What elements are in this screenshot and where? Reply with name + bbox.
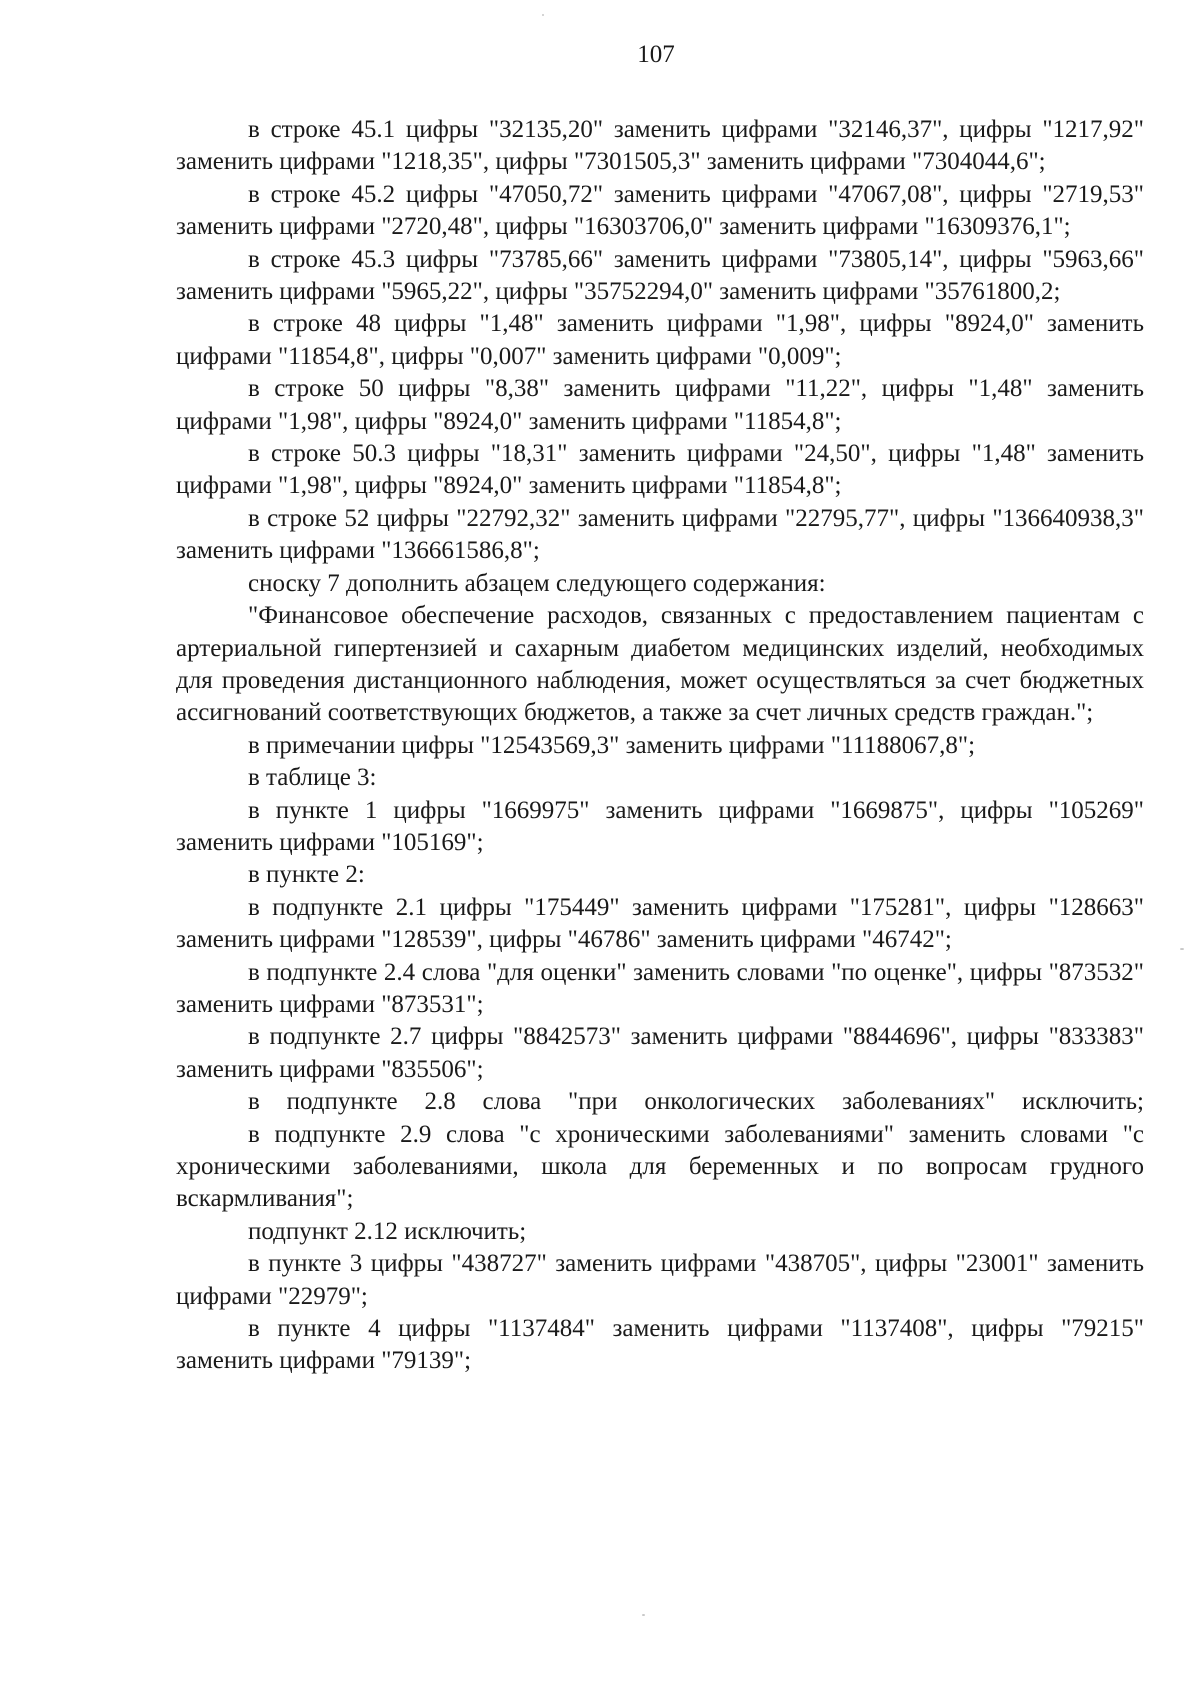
paragraph-subitem-2-7: в подпункте 2.7 цифры "8842573" заменить цифрами "8844696", цифры "833383" заменить цифрами "835506"; <box>176 1023 1144 1083</box>
paragraph-row-50-3: в строке 50.3 цифры "18,31" заменить цифрами "24,50", цифры "1,48" заменить цифрами "1,98", цифры "8924,0" заменить цифрами "11854,8"; <box>176 440 1144 500</box>
scan-speck <box>542 14 544 16</box>
paragraph-subitem-2-4: в подпункте 2.4 слова "для оценки" заменить словами "по оценке", цифры "873532" заменить цифрами "873531"; <box>176 958 1144 1018</box>
paragraph-subitem-2-1: в подпункте 2.1 цифры "175449" заменить цифрами "175281", цифры "128663" заменить цифрами "128539", цифры "46786" заменить цифрами "46742"; <box>176 893 1144 954</box>
paragraph-subitem-2-12: подпункт 2.12 исключить; <box>248 1217 527 1245</box>
paragraph-footnote-7: сноску 7 дополнить абзацем следующего содержания: <box>248 569 826 597</box>
scan-speck <box>1180 948 1184 950</box>
paragraph-row-52: в строке 52 цифры "22792,32" заменить цифрами "22795,77", цифры "136640938,3" заменить цифрами "136661586,8"; <box>176 504 1144 565</box>
paragraph-item-1: в пункте 1 цифры "1669975" заменить цифрами "1669875", цифры "105269" заменить цифрами "105169"; <box>176 796 1144 856</box>
paragraph-row-48: в строке 48 цифры "1,48" заменить цифрами "1,98", цифры "8924,0" заменить цифрами "11854,8", цифры "0,007" заменить цифрами "0,009"; <box>176 310 1144 370</box>
paragraph-row-45-2: в строке 45.2 цифры "47050,72" заменить цифрами "47067,08", цифры "2719,53" заменить цифрами "2720,48", цифры "16303706,0" заменить цифрами "16309376,1"; <box>176 180 1144 241</box>
paragraph-subitem-2-9: в подпункте 2.9 слова "с хроническими заболеваниями" заменить словами "с хроническими заболеваниями, школа для беременных и по вопросам грудного вскармливания"; <box>176 1120 1144 1213</box>
paragraph-row-45-1: в строке 45.1 цифры "32135,20" заменить цифрами "32146,37", цифры "1217,92" заменить цифрами "1218,35", цифры "7301505,3" заменить цифрами "7304044,6"; <box>176 116 1144 176</box>
page-number: 107 <box>637 41 675 68</box>
scan-speck <box>642 1614 645 1616</box>
paragraph-item-3: в пункте 3 цифры "438727" заменить цифрами "438705", цифры "23001" заменить цифрами "22979"; <box>176 1250 1144 1310</box>
document-body <box>176 114 1144 1378</box>
paragraph-table-3: в таблице 3: <box>248 764 377 792</box>
paragraph-row-50: в строке 50 цифры "8,38" заменить цифрами "11,22", цифры "1,48" заменить цифрами "1,98", цифры "8924,0" заменить цифрами "11854,8"; <box>176 375 1144 435</box>
paragraph-note: в примечании цифры "12543569,3" заменить цифрами "11188067,8"; <box>248 731 976 759</box>
paragraph-item-2: в пункте 2: <box>248 861 365 889</box>
paragraph-footnote-quote: "Финансовое обеспечение расходов, связанных с предоставлением пациентам с артериальной гипертензией и сахарным диабетом медицинских изделий, необходимых для проведения дистанционного наблюдения, может осуществляться за счет бюджетных ассигнований соответствующих бюджетов, а также за счет личных средств граждан."; <box>176 602 1144 727</box>
paragraph-subitem-2-8: в подпункте 2.8 слова "при онкологических заболеваниях" исключить; <box>248 1088 1144 1116</box>
paragraph-row-45-3: в строке 45.3 цифры "73785,66" заменить цифрами "73805,14", цифры "5963,66" заменить цифрами "5965,22", цифры "35752294,0" заменить цифрами "35761800,2; <box>176 245 1144 306</box>
paragraph-item-4: в пункте 4 цифры "1137484" заменить цифрами "1137408", цифры "79215" заменить цифрами "79139"; <box>176 1315 1144 1375</box>
